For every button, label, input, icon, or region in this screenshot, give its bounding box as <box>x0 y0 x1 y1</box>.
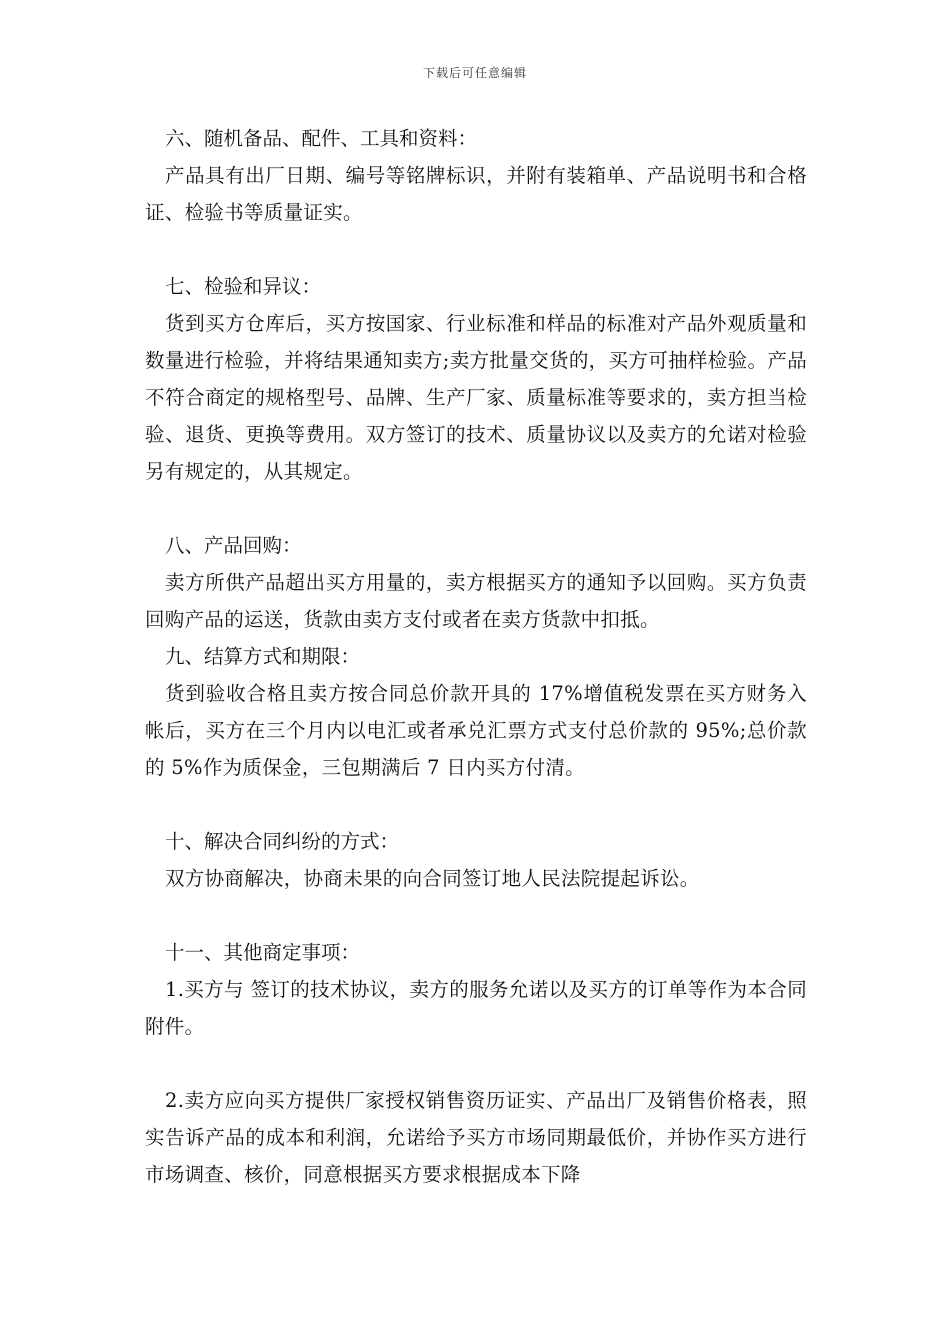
spacer <box>145 231 807 268</box>
section-10-body: 双方协商解决，协商未果的向合同签订地人民法院提起诉讼。 <box>165 867 700 890</box>
section-7-title: 七、检验和异议： <box>165 275 322 298</box>
spacer <box>145 786 807 823</box>
section-8-body: 卖方所供产品超出买方用量的，卖方根据买方的通知予以回购。买方负责回购产品的运送，货款由卖方支付或者在卖方货款中扣抵。 <box>145 571 807 631</box>
section-10-title: 十、解决合同纠纷的方式： <box>165 830 400 853</box>
spacer <box>145 490 807 527</box>
section-8-title: 八、产品回购： <box>165 534 302 557</box>
document-body <box>145 120 807 1193</box>
page-header: 下载后可任意编辑 <box>422 66 527 80</box>
section-6-body: 产品具有出厂日期、编号等铭牌标识，并附有装箱单、产品说明书和合格证、检验书等质量证实。 <box>145 164 807 224</box>
section-7-body: 货到买方仓库后，买方按国家、行业标准和样品的标准对产品外观质量和数量进行检验，并将结果通知卖方;卖方批量交货的，买方可抽样检验。产品不符合商定的规格型号、品牌、生产厂家、质量标准等要求的，卖方担当检验、退货、更换等费用。双方签订的技术、质量协议以及卖方的允诺对检验另有规定的，从其规定。 <box>145 312 807 483</box>
section-9-body: 货到验收合格且卖方按合同总价款开具的 17%增值税发票在买方财务入帐后，买方在三个月内以电汇或者承兑汇票方式支付总价款的 95%;总价款的 5%作为质保金，三包期满后 7 日内买方付清。 <box>145 682 807 779</box>
section-11-item-1: 1.买方与 签订的技术协议，卖方的服务允诺以及买方的订单等作为本合同附件。 <box>145 978 807 1038</box>
spacer <box>145 897 807 934</box>
section-6-title: 六、随机备品、配件、工具和资料： <box>165 127 478 150</box>
spacer <box>145 1045 807 1082</box>
section-11-title: 十一、其他商定事项： <box>165 941 361 964</box>
section-9-title: 九、结算方式和期限： <box>165 645 361 668</box>
section-11-item-2: 2.卖方应向买方提供厂家授权销售资历证实、产品出厂及销售价格表，照实告诉产品的成本和利润，允诺给予买方市场同期最低价，并协作买方进行市场调查、核价，同意根据买方要求根据成本下降 <box>145 1089 807 1186</box>
